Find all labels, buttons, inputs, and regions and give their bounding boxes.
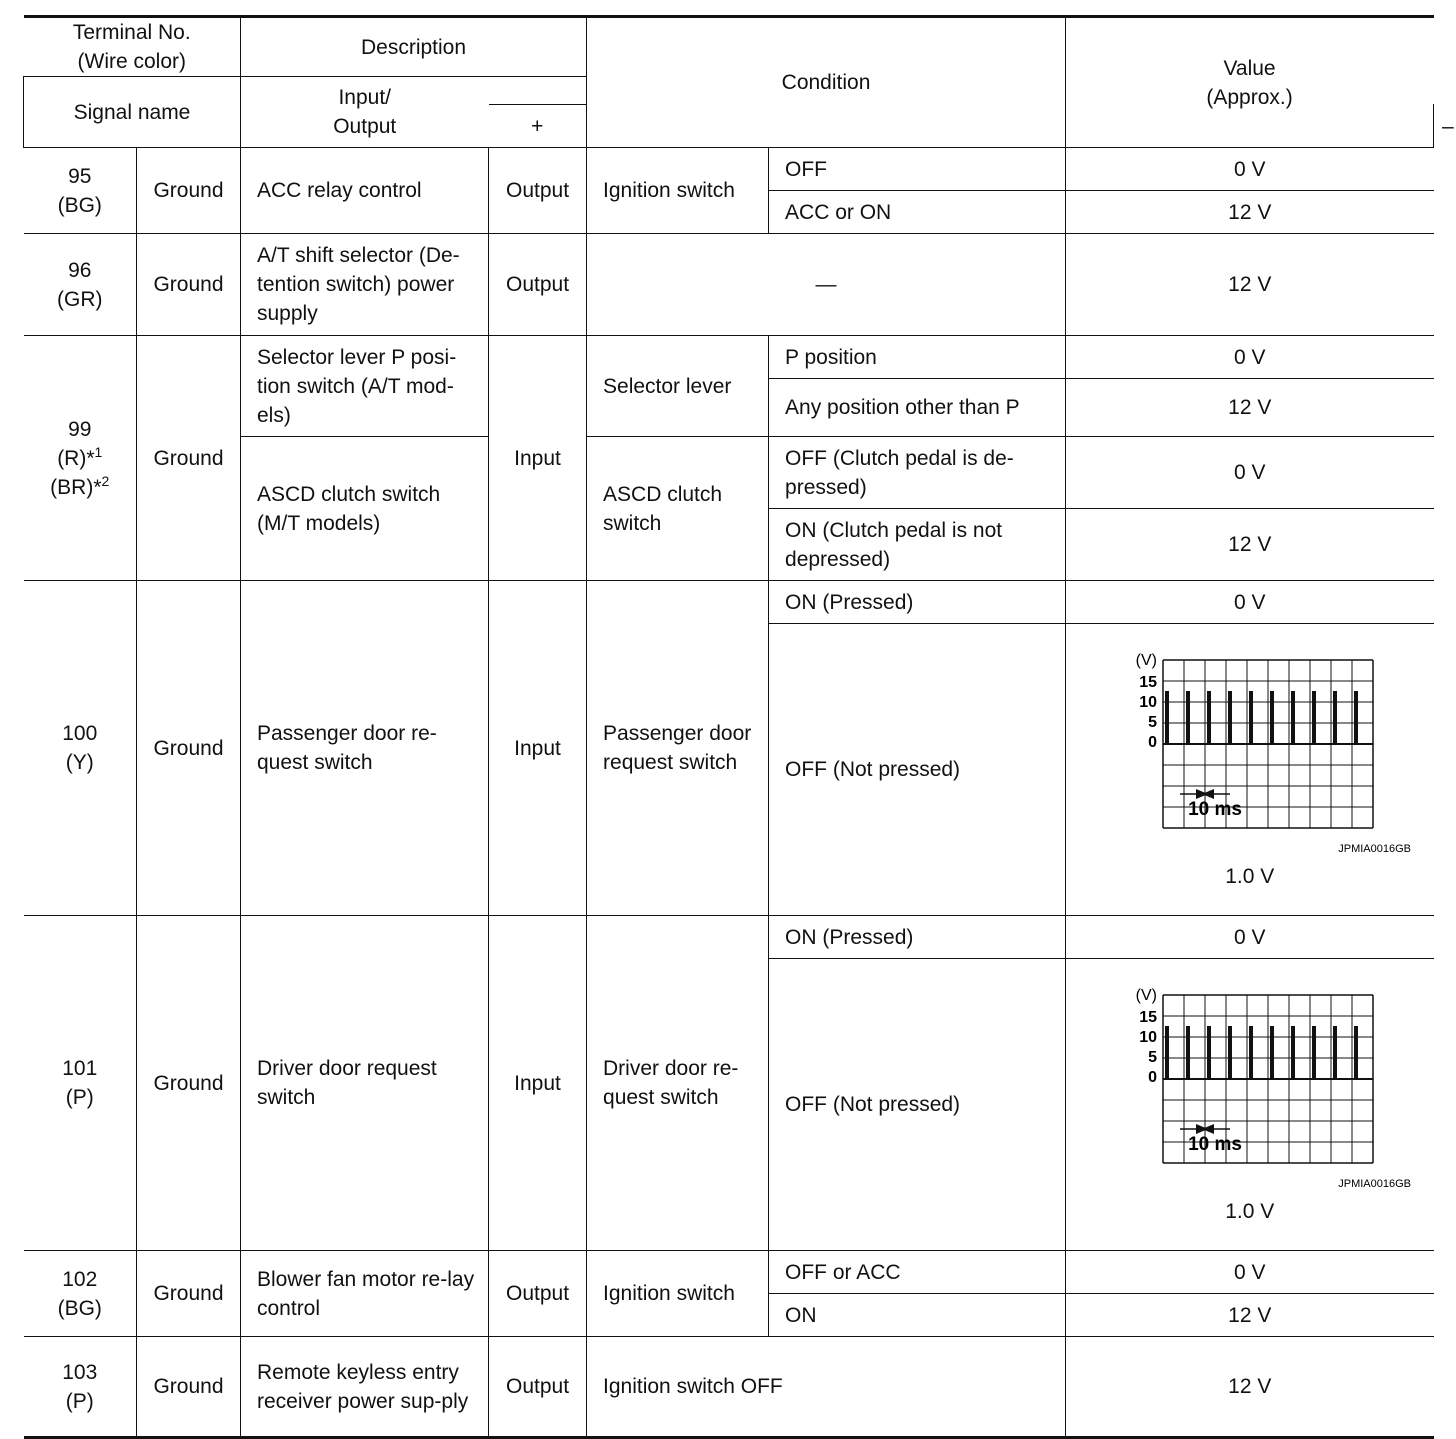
value: 0 V bbox=[1066, 336, 1434, 379]
arrow-left-icon bbox=[1202, 1124, 1214, 1134]
sub-condition: Any position other than P bbox=[769, 379, 1066, 437]
output-label: Output bbox=[333, 115, 397, 138]
y-unit-label: (V) bbox=[1135, 652, 1157, 669]
description-header: Description bbox=[241, 17, 587, 77]
waveform-graph bbox=[1085, 650, 1415, 860]
y-tick-label: 5 bbox=[1147, 714, 1157, 731]
value: 1.0 V bbox=[1225, 865, 1275, 888]
minus-terminal: Ground bbox=[137, 336, 241, 581]
sub-condition: P position bbox=[769, 336, 1066, 379]
wire-color: (BG) bbox=[57, 1296, 102, 1320]
terminal-number: 103 bbox=[62, 1360, 98, 1384]
sub-condition: OFF (Not pressed) bbox=[769, 959, 1066, 1251]
signal-name: Remote keyless entry receiver power sup-ply bbox=[241, 1337, 489, 1438]
sub-condition: OFF (Not pressed) bbox=[769, 624, 1066, 916]
terminal-99 bbox=[24, 336, 137, 581]
wire-color: (P) bbox=[65, 1389, 94, 1413]
y-tick-label: 5 bbox=[1147, 1049, 1157, 1066]
y-tick-label: 10 bbox=[1138, 1029, 1157, 1046]
y-unit-label: (V) bbox=[1135, 987, 1157, 1004]
signal-name: Passenger door re-quest switch bbox=[241, 581, 489, 916]
minus-terminal: Ground bbox=[137, 916, 241, 1251]
value: 12 V bbox=[1066, 1337, 1434, 1438]
terminal-103 bbox=[24, 1337, 137, 1438]
signal-name: A/T shift selector (De-tention switch) power supply bbox=[241, 234, 489, 336]
io-direction: Input bbox=[489, 336, 587, 581]
terminal-number: 99 bbox=[68, 417, 92, 441]
y-tick-label: 15 bbox=[1138, 1009, 1157, 1026]
io-direction: Input bbox=[489, 916, 587, 1251]
condition: ASCD clutch switch bbox=[587, 437, 769, 581]
arrow-left-icon bbox=[1202, 789, 1214, 799]
sub-condition: ON bbox=[769, 1294, 1066, 1337]
terminal-100 bbox=[24, 581, 137, 916]
io-direction: Output bbox=[489, 148, 587, 234]
terminal-101 bbox=[24, 916, 137, 1251]
wire-color: (GR) bbox=[57, 287, 103, 311]
y-tick-label: 10 bbox=[1138, 694, 1157, 711]
plus-header: + bbox=[489, 105, 587, 148]
wire-color-2: (BR)*$^2$ bbox=[50, 472, 110, 499]
sub-condition: OFF or ACC bbox=[769, 1251, 1066, 1294]
io-direction: Output bbox=[489, 1337, 587, 1438]
minus-terminal: Ground bbox=[137, 1337, 241, 1438]
terminal-number: 95 bbox=[68, 164, 92, 188]
value: 12 V bbox=[1066, 1294, 1434, 1337]
minus-terminal: Ground bbox=[137, 581, 241, 916]
io-direction: Output bbox=[489, 234, 587, 336]
value: 0 V bbox=[1066, 148, 1434, 191]
wire-color: (P) bbox=[65, 1086, 94, 1109]
wire-color: (BG) bbox=[57, 193, 102, 217]
wire-color-1: (R)*$^1$ bbox=[57, 443, 103, 470]
input-label: Input/ bbox=[338, 86, 392, 109]
terminal-no-header bbox=[24, 17, 241, 77]
sub-condition: ON (Clutch pedal is not depressed) bbox=[769, 509, 1066, 581]
sub-condition: OFF (Clutch pedal is de-pressed) bbox=[769, 437, 1066, 509]
terminal-number: 102 bbox=[62, 1267, 98, 1291]
signal-name: Blower fan motor re-lay control bbox=[241, 1251, 489, 1337]
condition: Driver door re-quest switch bbox=[587, 916, 769, 1251]
signal-name: ACC relay control bbox=[241, 148, 489, 234]
value: 1.0 V bbox=[1225, 1200, 1275, 1223]
condition: Selector lever bbox=[587, 336, 769, 437]
figure-reference: JPMIA0016GB bbox=[1338, 843, 1411, 855]
value: 0 V bbox=[1066, 581, 1434, 624]
signal-name: ASCD clutch switch (M/T models) bbox=[241, 437, 489, 581]
value-label: Value bbox=[1223, 56, 1276, 80]
terminal-number: 96 bbox=[68, 258, 92, 282]
value: 0 V bbox=[1066, 437, 1434, 509]
condition: Ignition switch bbox=[587, 1251, 769, 1337]
sub-condition: ON (Pressed) bbox=[769, 581, 1066, 624]
condition: Ignition switch OFF bbox=[587, 1337, 1066, 1438]
minus-terminal: Ground bbox=[137, 148, 241, 234]
io-direction: Output bbox=[489, 1251, 587, 1337]
minus-terminal: Ground bbox=[137, 1251, 241, 1337]
condition: Ignition switch bbox=[587, 148, 769, 234]
signal-name-header: Signal name bbox=[24, 77, 241, 148]
time-division-label: 10 ms bbox=[1187, 1134, 1242, 1155]
approx-label: (Approx.) bbox=[1206, 85, 1293, 109]
value: 12 V bbox=[1066, 379, 1434, 437]
waveform-value bbox=[1066, 624, 1434, 916]
condition-header: Condition bbox=[587, 17, 1066, 148]
figure-reference: JPMIA0016GB bbox=[1338, 1178, 1411, 1190]
terminal-number: 101 bbox=[62, 1057, 98, 1080]
wire-color: (Y) bbox=[65, 751, 94, 774]
waveform-graph bbox=[1085, 985, 1415, 1195]
minus-terminal: Ground bbox=[137, 234, 241, 336]
terminal-no-label: Terminal No. bbox=[72, 21, 191, 44]
y-tick-label: 15 bbox=[1138, 674, 1157, 691]
io-header bbox=[241, 77, 489, 148]
terminal-95 bbox=[24, 148, 137, 234]
y-tick-label: 0 bbox=[1147, 1069, 1157, 1086]
terminal-102 bbox=[24, 1251, 137, 1337]
value: 12 V bbox=[1066, 509, 1434, 581]
value: 0 V bbox=[1066, 1251, 1434, 1294]
signal-name: Selector lever P posi-tion switch (A/T mod-els) bbox=[241, 336, 489, 437]
value: 0 V bbox=[1066, 916, 1434, 959]
value: 12 V bbox=[1066, 234, 1434, 336]
sub-condition: ON (Pressed) bbox=[769, 916, 1066, 959]
value-header bbox=[1066, 17, 1434, 148]
terminal-96 bbox=[24, 234, 137, 336]
time-division-label: 10 ms bbox=[1187, 799, 1242, 820]
condition: — bbox=[587, 234, 1066, 336]
y-tick-label: 0 bbox=[1147, 734, 1157, 751]
waveform-value bbox=[1066, 959, 1434, 1251]
io-direction: Input bbox=[489, 581, 587, 916]
terminal-spec-table: Terminal No. (Wire color) Description Condition Value (Approx.) Signal name Input/ Output + – 95 (BG) Ground ACC relay control Output Ignition switch OFF 0 V ACC or ON 12 V 96 (GR) Ground A/T shift selector (De-tention switch) power supply Output — 12 V 99 (R)*$^1$ (BR)*$^2$ Ground Selector lever P posi-tion switch (A/T mod-els) Input Selector lever P position 0 V Any position other than P 12 V ASCD clutch switch (M/T models) ASCD clutch switch OFF (Clutch pedal is de-pressed) 0 V ON (Clutch pedal is not depressed) 12 V 100 (Y) Ground Passenger door re-quest switch Input Passenger door request switch ON (Pressed) 0 V OFF (Not pressed) (V) 15 10 5 0 10 ms JPMIA0016GB 1.0 V 101 (P) Ground Driver door request switch Input Driver door re-quest switch ON (Pressed) 0 V OFF (Not pressed) (V) 15 10 5 0 10 ms JPMIA0016GB 1.0 V 102 (BG) Ground Blower fan motor re-lay control Output Ignition switch OFF or ACC 0 V ON 12 V 103 (P) Ground Remote keyless entry receiver power sup-ply Output Ignition switch OFF 12 V bbox=[23, 15, 1434, 1439]
sub-condition: OFF bbox=[769, 148, 1066, 191]
wire-color-label: (Wire color) bbox=[77, 50, 186, 73]
terminal-number: 100 bbox=[62, 722, 98, 745]
value: 12 V bbox=[1066, 191, 1434, 234]
signal-name: Driver door request switch bbox=[241, 916, 489, 1251]
sub-condition: ACC or ON bbox=[769, 191, 1066, 234]
condition: Passenger door request switch bbox=[587, 581, 769, 916]
